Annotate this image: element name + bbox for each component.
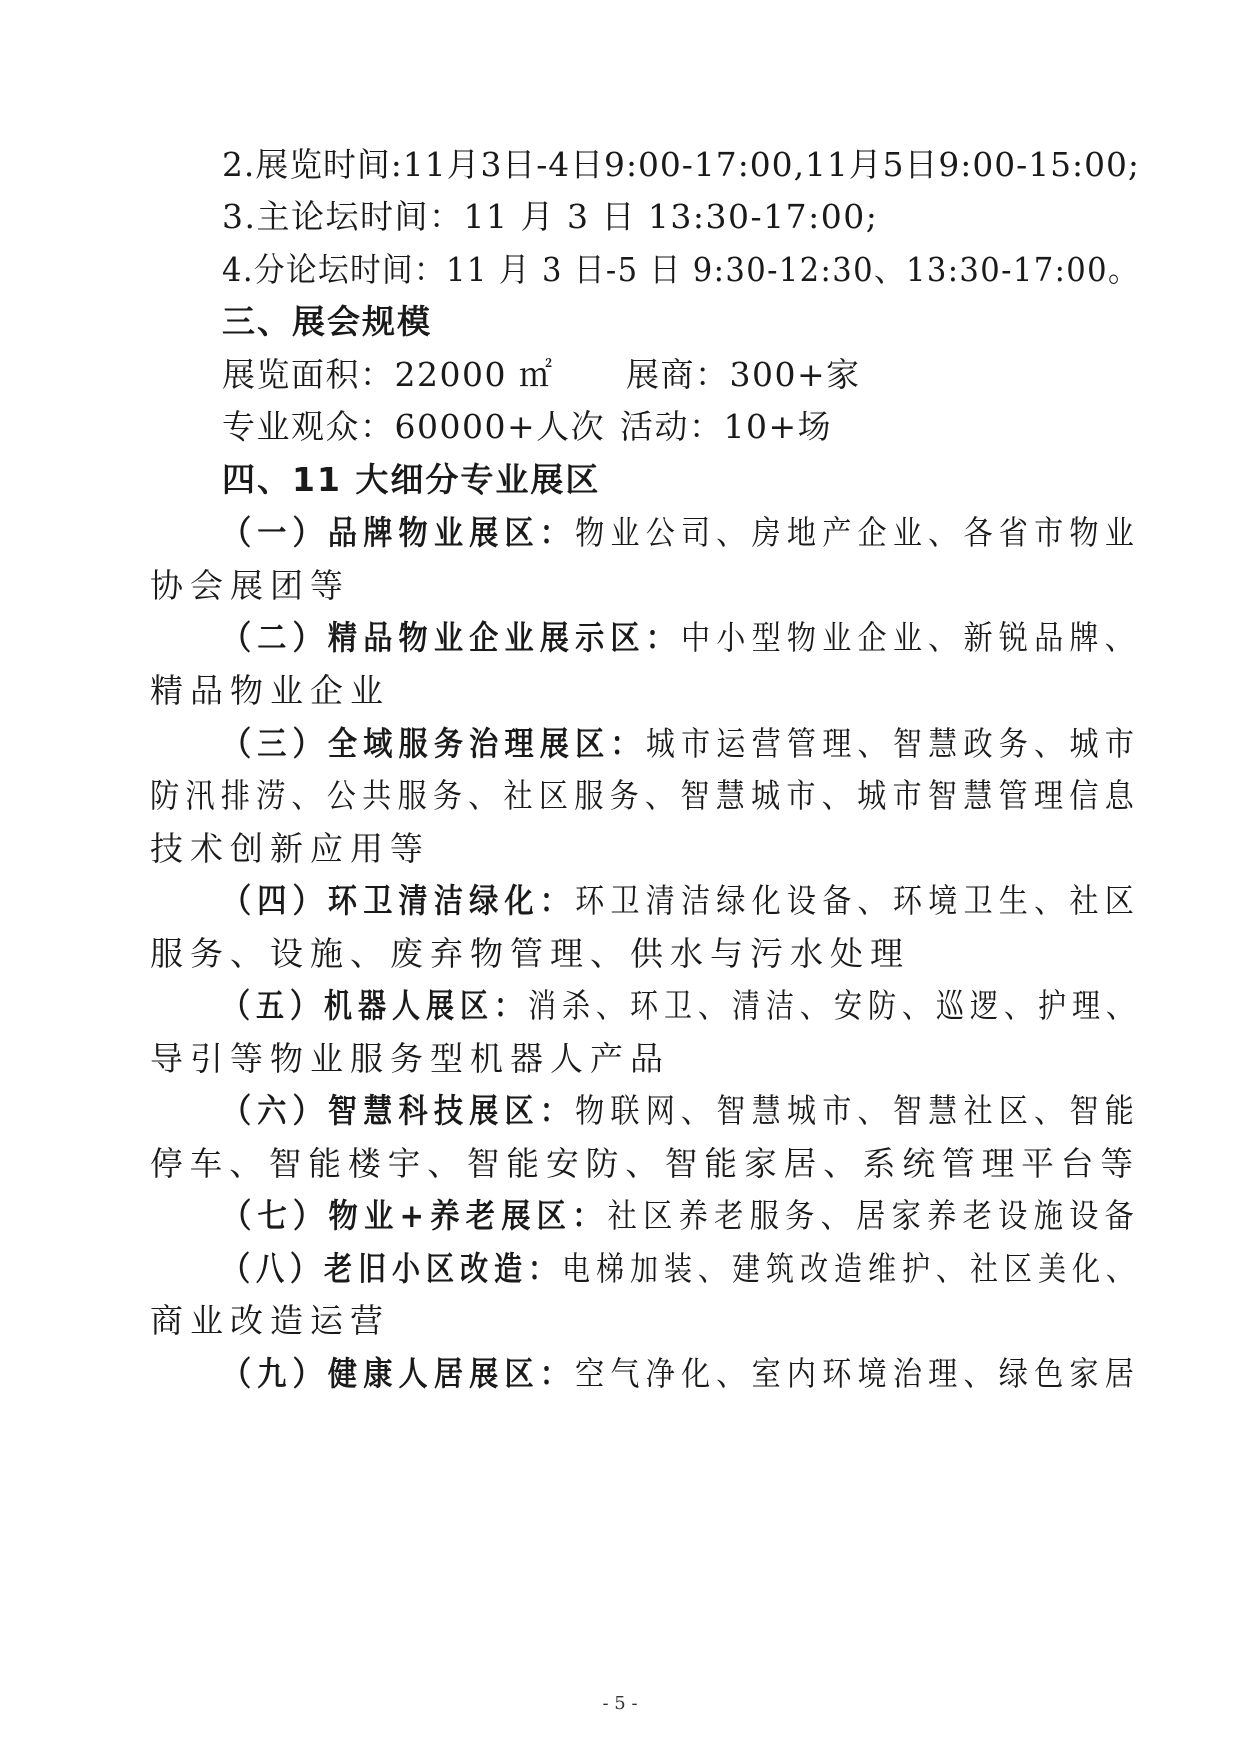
zone-3-label: （三）全域服务治理展区： (222, 724, 646, 763)
zone-4-text-2: 服务、设施、废弃物管理、供水与污水处理 (150, 934, 910, 973)
zone-2-line-2 (150, 671, 390, 711)
zone-3-line-3 (150, 829, 430, 869)
zone-3-text-1: 城市运营管理、智慧政务、城市 (645, 724, 1141, 763)
scale-row-1 (222, 355, 861, 395)
exhibition-time-text: 2.展览时间:11月3日-4日9:00-17:00,11月5日9:00-15:00; (222, 145, 1140, 184)
zone-3-line-1 (222, 724, 1140, 764)
zone-6-text-2: 停车、智能楼宇、智能安防、智能家居、系统管理平台等 (150, 1144, 1140, 1183)
zone-5-line-2 (150, 1039, 670, 1079)
zone-4-line-1 (222, 881, 1140, 921)
zone-5-label: （五）机器人展区： (222, 986, 528, 1025)
zone-2-label: （二）精品物业企业展示区： (222, 618, 682, 657)
zone-7-text-1: 社区养老服务、居家养老设施设备 (607, 1196, 1141, 1235)
zone-3-text-2: 防汛排涝、公共服务、社区服务、智慧城市、城市智慧管理信息 (150, 776, 1140, 815)
zones-heading-text: 四、11 大细分专业展区 (222, 460, 601, 499)
zone-1-line-1 (222, 513, 1140, 553)
zone-6-text-1: 物联网、智慧城市、智慧社区、智能 (575, 1091, 1141, 1130)
exhibition-time-line (222, 145, 1140, 185)
zone-8-label: （八）老旧小区改造： (222, 1249, 562, 1288)
zone-2-line-1 (222, 618, 1140, 658)
activity-count: 活动：10+场 (620, 407, 833, 446)
zone-8-text-1: 电梯加装、建筑改造维护、社区美化、 (562, 1249, 1140, 1288)
sub-forum-time-line (222, 250, 1140, 290)
zone-4-label: （四）环卫清洁绿化： (222, 881, 576, 920)
zone-6-line-1 (222, 1091, 1140, 1131)
zone-7-label: （七）物业+养老展区： (222, 1196, 608, 1235)
zone-8-text-2: 商业改造运营 (150, 1301, 390, 1340)
zone-1-label: （一）品牌物业展区： (222, 513, 576, 552)
zone-5-text-1: 消杀、环卫、清洁、安防、巡逻、护理、 (528, 986, 1140, 1025)
zone-4-line-2 (150, 934, 910, 974)
zone-5-line-1 (222, 986, 1140, 1026)
zone-8-line-1 (222, 1249, 1140, 1289)
main-forum-time-text: 3.主论坛时间：11 月 3 日 13:30-17:00; (222, 197, 879, 236)
zone-8-line-2 (150, 1301, 390, 1341)
zone-6-label: （六）智慧科技展区： (222, 1091, 576, 1130)
zone-3-line-2 (150, 776, 1140, 816)
zone-9-text-1: 空气净化、室内环境治理、绿色家居 (575, 1354, 1141, 1393)
zone-1-text-1: 物业公司、房地产企业、各省市物业 (575, 513, 1141, 552)
zone-5-text-2: 导引等物业服务型机器人产品 (150, 1039, 670, 1078)
zone-4-text-1: 环卫清洁绿化设备、环境卫生、社区 (575, 881, 1141, 920)
exhibitor-count: 展商：300+家 (626, 355, 861, 394)
exhibition-area: 展览面积：22000 ㎡ (222, 355, 554, 394)
audience-count: 专业观众：60000+人次 (222, 407, 606, 446)
zone-2-text-2: 精品物业企业 (150, 671, 390, 710)
zone-9-line-1 (222, 1354, 1140, 1394)
zone-7-line-1 (222, 1196, 1140, 1236)
zone-6-line-2 (150, 1144, 1140, 1184)
zone-1-text-2: 协会展团等 (150, 566, 350, 605)
scale-row-2 (222, 407, 833, 447)
main-forum-time-line (222, 197, 878, 237)
page-number: - 5 - (602, 1693, 638, 1714)
zones-heading (222, 460, 600, 500)
scale-heading (222, 302, 432, 342)
zone-1-line-2 (150, 566, 350, 606)
sub-forum-time-text: 4.分论坛时间：11 月 3 日-5 日 9:30-12:30、13:30-17:00。 (222, 250, 1141, 289)
zone-9-label: （九）健康人居展区： (222, 1354, 576, 1393)
zone-2-text-1: 中小型物业企业、新锐品牌、 (681, 618, 1141, 657)
scale-heading-text: 三、展会规模 (222, 302, 432, 341)
zone-3-text-3: 技术创新应用等 (150, 829, 430, 868)
